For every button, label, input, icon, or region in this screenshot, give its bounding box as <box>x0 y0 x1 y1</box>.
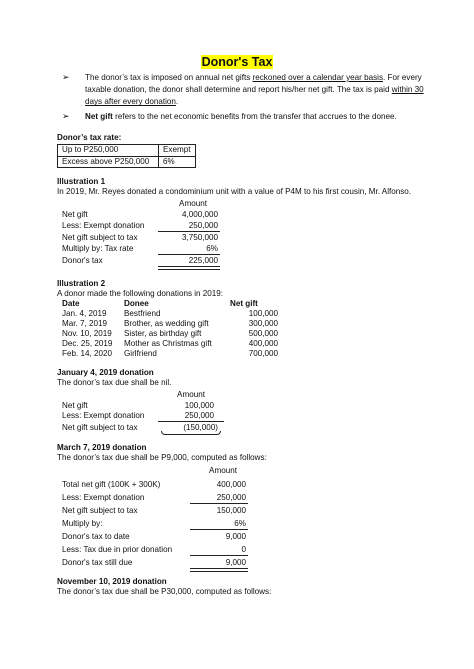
row-label: Less: Tax due in prior donation <box>62 545 173 554</box>
row-label: Multiply by: <box>62 519 103 528</box>
row-value: 400,000 <box>216 480 246 489</box>
tax-rate-table <box>57 144 196 168</box>
table-cell: Girlfriend <box>124 349 157 358</box>
illustration-2-heading: Illustration 2 <box>57 279 106 288</box>
total-double-rule <box>158 266 220 270</box>
page-title: Donor's Tax <box>201 55 273 69</box>
row-label: Net gift <box>62 401 88 410</box>
nov-donation-heading: November 10, 2019 donation <box>57 577 167 586</box>
subtotal-rule <box>190 503 248 504</box>
row-label: Net gift subject to tax <box>62 423 138 432</box>
row-value: 250,000 <box>184 411 214 420</box>
table-cell: 500,000 <box>248 329 278 338</box>
row-value: 150,000 <box>216 506 246 515</box>
table-row <box>58 145 196 157</box>
row-label: Net gift <box>62 210 88 219</box>
amount-header: Amount <box>209 466 237 475</box>
row-value: 9,000 <box>225 558 246 567</box>
nov-donation-text: The donor’s tax due shall be P30,000, computed as follows: <box>57 587 272 596</box>
row-label: Net gift subject to tax <box>62 233 138 242</box>
negative-bracket-rule <box>161 431 221 435</box>
row-value: 100,000 <box>184 401 214 410</box>
table-cell: Sister, as birthday gift <box>124 329 202 338</box>
table-cell: Bestfriend <box>124 309 161 318</box>
jan-donation-heading: January 4, 2019 donation <box>57 368 154 377</box>
column-header: Net gift <box>230 299 258 308</box>
row-label: Multiply by: Tax rate <box>62 244 134 253</box>
table-cell: 400,000 <box>248 339 278 348</box>
row-value: 6% <box>206 244 218 253</box>
table-cell: 6% <box>159 156 196 168</box>
mar-donation-text: The donor’s tax due shall be P9,000, computed as follows: <box>57 453 267 462</box>
table-cell: Jan. 4, 2019 <box>62 309 107 318</box>
illustration-1-heading: Illustration 1 <box>57 177 106 186</box>
subtotal-rule <box>190 529 248 530</box>
subtotal-rule <box>158 421 224 422</box>
subtotal-rule <box>158 231 220 232</box>
row-label: Less: Exempt donation <box>62 411 145 420</box>
table-cell: Up to P250,000 <box>58 145 159 157</box>
row-value: 225,000 <box>188 256 218 265</box>
table-cell: Dec. 25, 2019 <box>62 339 113 348</box>
row-label: Less: Exempt donation <box>62 221 145 230</box>
row-label: Donor's tax still due <box>62 558 133 567</box>
row-label: Donor's tax <box>62 256 103 265</box>
bullet-arrow-icon: ➢ <box>62 111 70 121</box>
bullet-paragraph-2: Net gift refers to the net economic benefits from the transfer that accrues to the donee. <box>85 112 397 121</box>
bullet-paragraph-1: The donor’s tax is imposed on annual net gifts reckoned over a calendar year basis. For every taxable donation, the donor shall determine and report his/her net gift. The tax is paid within 30 days after every donation. <box>85 73 424 107</box>
row-value: 250,000 <box>216 493 246 502</box>
subtotal-rule <box>158 254 220 255</box>
jan-donation-text: The donor’s tax due shall be nil. <box>57 378 172 387</box>
table-row <box>58 156 196 168</box>
row-value: 6% <box>234 519 246 528</box>
column-header: Donee <box>124 299 149 308</box>
row-label: Donor's tax to date <box>62 532 130 541</box>
table-cell: Nov. 10, 2019 <box>62 329 112 338</box>
row-value: 250,000 <box>188 221 218 230</box>
rate-heading: Donor’s tax rate: <box>57 133 122 142</box>
bullet-arrow-icon: ➢ <box>62 72 70 82</box>
subtotal-rule <box>190 555 248 556</box>
illustration-1-text: In 2019, Mr. Reyes donated a condominium unit with a value of P4M to his first cousin, Mr. Alfonso. <box>57 187 412 196</box>
table-cell: Exempt <box>159 145 196 157</box>
row-value: 4,000,000 <box>181 210 218 219</box>
column-header: Date <box>62 299 80 308</box>
row-label: Total net gift (100K + 300K) <box>62 480 161 489</box>
table-cell: Brother, as wedding gift <box>124 319 209 328</box>
table-cell: Feb. 14, 2020 <box>62 349 112 358</box>
illustration-2-text: A donor made the following donations in 2019: <box>57 289 224 298</box>
row-value: 9,000 <box>225 532 246 541</box>
row-value: 0 <box>241 545 246 554</box>
amount-header: Amount <box>179 199 207 208</box>
table-cell: 300,000 <box>248 319 278 328</box>
row-value: 3,750,000 <box>181 233 218 242</box>
table-cell: Excess above P250,000 <box>58 156 159 168</box>
row-label: Less: Exempt donation <box>62 493 145 502</box>
table-cell: Mar. 7, 2019 <box>62 319 107 328</box>
table-cell: Mother as Christmas gift <box>124 339 212 348</box>
mar-donation-heading: March 7, 2019 donation <box>57 443 147 452</box>
total-double-rule <box>190 568 248 572</box>
row-label: Net gift subject to tax <box>62 506 138 515</box>
amount-header: Amount <box>177 390 205 399</box>
table-cell: 700,000 <box>248 349 278 358</box>
table-cell: 100,000 <box>248 309 278 318</box>
row-value: (150,000) <box>183 423 218 432</box>
